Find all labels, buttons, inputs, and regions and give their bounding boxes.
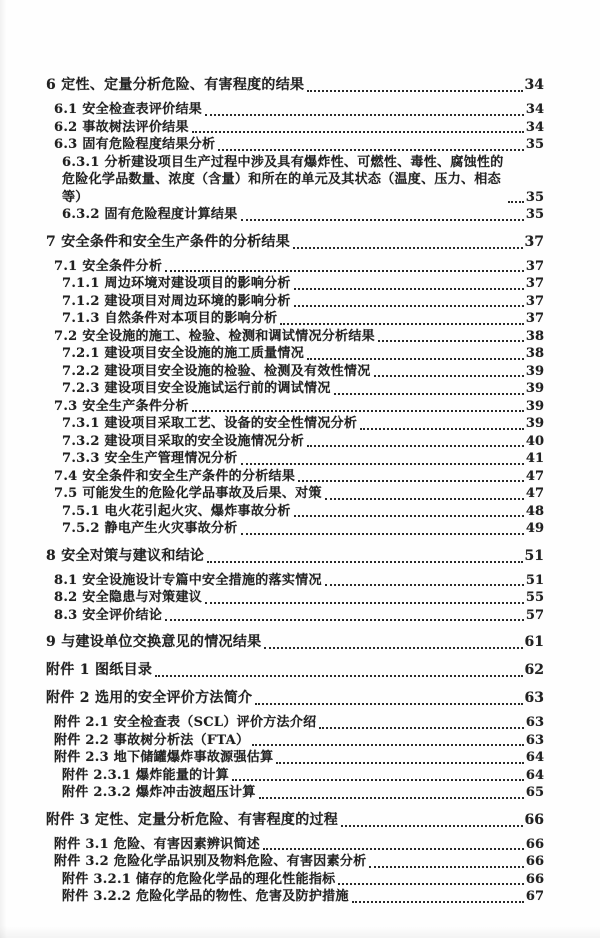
toc-entry-label: 7.3.2 建设项目采取的安全设施情况分析 bbox=[62, 433, 305, 449]
dot-leader bbox=[325, 498, 524, 500]
toc-entry-page-number: 39 bbox=[525, 398, 544, 414]
toc-entry-page-number: 39 bbox=[525, 381, 544, 396]
dot-leader bbox=[294, 305, 524, 307]
toc-entry bbox=[46, 76, 544, 95]
toc-entry-label: 附件 2.1 安全检查表（SCL）评价方法介绍 bbox=[54, 715, 317, 730]
dot-leader bbox=[508, 201, 524, 203]
toc-entry-label: 7.5 可能发生的危险化学品事故及后果、对策 bbox=[54, 486, 322, 501]
dot-leader bbox=[280, 323, 523, 325]
toc-entry bbox=[46, 661, 544, 680]
dot-leader bbox=[192, 410, 524, 412]
dot-leader bbox=[263, 848, 524, 850]
toc-entry-label: 7.5.2 静电产生火灾事故分析 bbox=[62, 521, 238, 536]
toc-entry-label: 附件 2 选用的安全评价方法简介 bbox=[46, 690, 253, 706]
toc-entry-label: 6.3.1 分析建设项目生产过程中涉及具有爆炸性、可燃性、毒性、腐蚀性的危险化学品数量、浓度（含量）和所在的单元及其状态（温度、压力、相态等） bbox=[62, 154, 504, 205]
dot-leader bbox=[155, 675, 522, 677]
toc-entry bbox=[46, 468, 544, 486]
toc-entry-page-number: 51 bbox=[525, 572, 544, 588]
toc-entry bbox=[46, 450, 544, 468]
toc-entry-page-number: 34 bbox=[525, 102, 544, 117]
toc-entry-label: 8.3 安全评价结论 bbox=[54, 607, 163, 623]
dot-leader bbox=[252, 744, 524, 746]
toc-entry bbox=[46, 520, 544, 538]
toc-entry bbox=[46, 572, 544, 590]
toc-entry-label: 7.3.1 建设项目采取工艺、设备的安全性情况分析 bbox=[62, 416, 358, 431]
toc-entry-page-number: 47 bbox=[525, 486, 544, 501]
toc-entry bbox=[46, 415, 544, 433]
dot-leader bbox=[352, 901, 524, 903]
dot-leader bbox=[325, 584, 524, 586]
toc-entry-label: 7.4 安全条件和安全生产条件的分析结果 bbox=[54, 468, 296, 484]
toc-entry bbox=[46, 811, 544, 830]
toc-entry bbox=[46, 607, 544, 625]
toc-entry-label: 6.2 事故树法评价结果 bbox=[54, 119, 189, 135]
toc-entry-page-number: 64 bbox=[525, 750, 544, 765]
toc-entry-label: 7.5.1 电火花引起火灾、爆炸事故分析 bbox=[62, 503, 291, 519]
toc-entry bbox=[46, 836, 544, 854]
toc-entry-page-number: 34 bbox=[524, 77, 544, 93]
toc-entry-page-number: 61 bbox=[524, 634, 544, 650]
toc-entry-page-number: 37 bbox=[525, 258, 544, 274]
toc-entry-label: 附件 3.2.2 危险化学品的物性、危害及防护措施 bbox=[62, 889, 349, 904]
toc-entry bbox=[46, 547, 544, 566]
toc-entry-page-number: 39 bbox=[525, 363, 544, 379]
toc-entry-page-number: 66 bbox=[524, 811, 544, 828]
toc-entry bbox=[46, 363, 544, 381]
dot-leader bbox=[294, 515, 524, 517]
toc-entry-label: 7.2.1 建设项目安全设施的施工质量情况 bbox=[62, 346, 305, 361]
toc-entry-page-number: 49 bbox=[525, 521, 544, 536]
dot-leader bbox=[241, 219, 524, 221]
toc-entry-page-number: 62 bbox=[524, 662, 544, 678]
toc-entry-label: 6.3.2 固有危险程度计算结果 bbox=[62, 207, 238, 222]
toc-entry bbox=[46, 689, 544, 708]
toc-entry-label: 6.3 固有危险程度结果分析 bbox=[54, 137, 216, 152]
toc-entry bbox=[46, 154, 544, 207]
toc-entry-page-number: 38 bbox=[525, 346, 544, 361]
toc-entry-page-number: 35 bbox=[525, 189, 544, 205]
dot-leader bbox=[165, 270, 524, 272]
toc-entry-page-number: 35 bbox=[525, 207, 544, 222]
toc-entry-page-number: 65 bbox=[525, 785, 544, 800]
toc-entry-page-number: 37 bbox=[525, 276, 544, 291]
dot-leader bbox=[294, 288, 524, 290]
dot-leader bbox=[232, 779, 524, 781]
toc-entry-page-number: 34 bbox=[525, 119, 544, 135]
toc-entry-page-number: 67 bbox=[525, 889, 544, 904]
toc-entry-page-number: 57 bbox=[525, 607, 544, 623]
dot-leader bbox=[378, 340, 524, 342]
toc-entry-label: 附件 1 图纸目录 bbox=[46, 662, 153, 678]
toc-entry-label: 附件 2.3.2 爆炸冲击波超压计算 bbox=[62, 785, 256, 800]
toc-entry bbox=[46, 258, 544, 276]
toc-entry-label: 7.1.2 建设项目对周边环境的影响分析 bbox=[62, 293, 291, 309]
toc-entry bbox=[46, 433, 544, 451]
dot-leader bbox=[259, 797, 524, 799]
dot-leader bbox=[338, 883, 523, 885]
toc-entry-page-number: 66 bbox=[525, 871, 544, 887]
toc-entry bbox=[46, 293, 544, 311]
toc-entry-label: 附件 3.2 危险化学品识别及物料危险、有害因素分析 bbox=[54, 854, 367, 869]
toc-entry-page-number: 66 bbox=[525, 836, 544, 852]
dot-leader bbox=[293, 247, 523, 249]
dot-leader bbox=[218, 149, 524, 151]
toc-entry-page-number: 55 bbox=[525, 590, 544, 605]
toc-entry bbox=[46, 767, 544, 785]
toc-entry-page-number: 63 bbox=[525, 732, 544, 748]
toc-entry-label: 7.2 安全设施的施工、检验、检测和调试情况分析结果 bbox=[54, 328, 375, 344]
toc-entry bbox=[46, 398, 544, 416]
dot-leader bbox=[241, 533, 524, 535]
toc-entry-page-number: 40 bbox=[525, 433, 544, 449]
toc-entry-page-number: 41 bbox=[525, 451, 544, 466]
toc-entry-page-number: 63 bbox=[524, 690, 544, 706]
toc-entry bbox=[46, 101, 544, 119]
toc-entry bbox=[46, 119, 544, 137]
toc-entry bbox=[46, 485, 544, 503]
dot-leader bbox=[307, 445, 524, 447]
toc-entry-page-number: 39 bbox=[525, 416, 544, 431]
toc-entry bbox=[46, 328, 544, 346]
toc-entry bbox=[46, 233, 544, 252]
toc-entry-label: 9 与建设单位交换意见的情况结果 bbox=[46, 634, 262, 650]
toc-entry bbox=[46, 888, 544, 906]
dot-leader bbox=[241, 463, 524, 465]
toc-entry-label: 附件 3.2.1 储存的危险化学品的理化性能指标 bbox=[62, 871, 336, 887]
dot-leader bbox=[334, 393, 524, 395]
toc-entry-label: 7.2.2 建设项目安全设施的检验、检测及有效性情况 bbox=[62, 363, 371, 379]
toc-entry-label: 附件 3 定性、定量分析危险、有害程度的过程 bbox=[46, 811, 339, 828]
toc-entry-label: 8.2 安全隐患与对策建议 bbox=[54, 590, 203, 605]
toc-entry bbox=[46, 503, 544, 521]
toc-entry bbox=[46, 732, 544, 750]
dot-leader bbox=[192, 131, 524, 133]
toc-list bbox=[46, 76, 544, 906]
toc-entry bbox=[46, 714, 544, 732]
toc-entry bbox=[46, 749, 544, 767]
toc-entry-page-number: 63 bbox=[525, 715, 544, 730]
toc-entry-label: 7.1.3 自然条件对本项目的影响分析 bbox=[62, 311, 278, 326]
toc-entry-page-number: 37 bbox=[525, 311, 544, 326]
toc-entry-page-number: 35 bbox=[525, 137, 544, 152]
toc-entry-page-number: 37 bbox=[525, 293, 544, 309]
dot-leader bbox=[360, 428, 524, 430]
toc-entry-page-number: 47 bbox=[525, 468, 544, 484]
toc-entry-page-number: 48 bbox=[525, 503, 544, 519]
toc-entry-label: 7.2.3 建设项目安全设施试运行前的调试情况 bbox=[62, 381, 331, 396]
toc-entry-label: 6.1 安全检查表评价结果 bbox=[54, 102, 203, 117]
toc-entry bbox=[46, 345, 544, 363]
toc-entry bbox=[46, 206, 544, 224]
toc-entry-label: 8.1 安全设施设计专篇中安全措施的落实情况 bbox=[54, 572, 322, 588]
toc-entry-label: 7.3 安全生产条件分析 bbox=[54, 398, 189, 414]
dot-leader bbox=[369, 866, 523, 868]
toc-entry-label: 附件 2.3.1 爆炸能量的计算 bbox=[62, 767, 230, 783]
dot-leader bbox=[319, 727, 523, 729]
toc-entry bbox=[46, 589, 544, 607]
dot-leader bbox=[307, 90, 522, 92]
toc-entry-label: 8 安全对策与建议和结论 bbox=[46, 547, 205, 564]
toc-entry-page-number: 51 bbox=[524, 547, 544, 564]
dot-leader bbox=[276, 762, 524, 764]
dot-leader bbox=[207, 561, 522, 563]
toc-entry-label: 附件 2.2 事故树分析法（FTA） bbox=[54, 732, 250, 748]
toc-entry bbox=[46, 136, 544, 154]
toc-entry bbox=[46, 310, 544, 328]
dot-leader bbox=[205, 114, 524, 116]
toc-entry-page-number: 38 bbox=[525, 328, 544, 344]
dot-leader bbox=[341, 825, 522, 827]
dot-leader bbox=[165, 619, 524, 621]
toc-entry-label: 7.1 安全条件分析 bbox=[54, 258, 163, 274]
dot-leader bbox=[374, 375, 524, 377]
toc-entry-page-number: 64 bbox=[525, 767, 544, 783]
toc-entry bbox=[46, 633, 544, 652]
dot-leader bbox=[264, 647, 522, 649]
toc-entry-label: 附件 2.3 地下储罐爆炸事故源强估算 bbox=[54, 750, 274, 765]
toc-entry-page-number: 66 bbox=[525, 854, 544, 869]
dot-leader bbox=[307, 358, 524, 360]
toc-entry bbox=[46, 275, 544, 293]
toc-entry bbox=[46, 380, 544, 398]
dot-leader bbox=[255, 703, 522, 705]
toc-entry-label: 7 安全条件和安全生产条件的分析结果 bbox=[46, 233, 291, 250]
toc-entry-label: 7.3.3 安全生产管理情况分析 bbox=[62, 451, 238, 466]
toc-entry-label: 6 定性、定量分析危险、有害程度的结果 bbox=[46, 77, 305, 93]
toc-entry-page-number: 37 bbox=[524, 233, 544, 250]
toc-entry bbox=[46, 871, 544, 889]
toc-entry bbox=[46, 853, 544, 871]
toc-entry bbox=[46, 784, 544, 802]
dot-leader bbox=[298, 480, 524, 482]
toc-entry-label: 附件 3.1 危险、有害因素辨识简述 bbox=[54, 836, 261, 852]
dot-leader bbox=[205, 602, 524, 604]
toc-entry-label: 7.1.1 周边环境对建设项目的影响分析 bbox=[62, 276, 291, 291]
